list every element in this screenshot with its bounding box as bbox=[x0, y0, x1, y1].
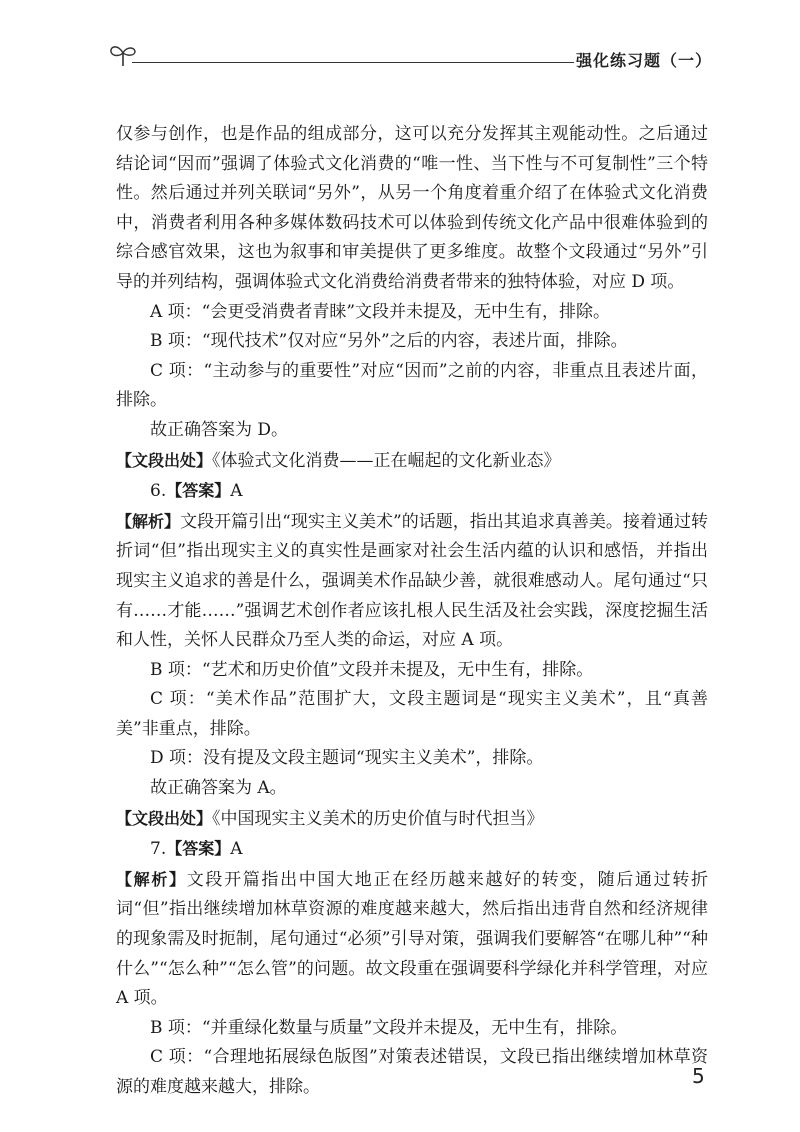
page-content bbox=[116, 120, 708, 1103]
question-number: 6. bbox=[150, 481, 167, 502]
paragraph-text: B 项：“艺术和历史价值”文段并未提及，无中生有，排除。 bbox=[150, 659, 594, 680]
paragraph bbox=[116, 120, 708, 298]
paragraph-text: C 项：“主动参与的重要性”对应“因而”之前的内容，非重点且表述片面，排除。 bbox=[116, 360, 708, 411]
paragraph-text: B 项：“现代技术”仅对应“另外”之后的内容，表述片面，排除。 bbox=[150, 331, 628, 352]
section-label: 【答案】 bbox=[166, 481, 231, 501]
paragraph-text: A bbox=[230, 839, 243, 860]
paragraph bbox=[116, 656, 708, 686]
paragraph bbox=[116, 744, 708, 774]
section-label: 【文段出处】 bbox=[116, 808, 213, 828]
paragraph bbox=[116, 804, 708, 835]
paragraph-text: 《中国现实主义美术的历史价值与时代担当》 bbox=[212, 808, 544, 829]
paragraph bbox=[116, 327, 708, 357]
paragraph bbox=[116, 865, 708, 1014]
paragraph-text: A 项：“会更受消费者青睐”文段并未提及，无中生有，排除。 bbox=[150, 301, 611, 322]
paragraph-text: 仅参与创作，也是作品的组成部分，这可以充分发挥其主观能动性。之后通过结论词“因而”强调了体验式文化消费的“唯一性、当下性与不可复制性”三个特性。然后通过并列关联词“另外”，从另一个角度着重介绍了在体验式文化消费中，消费者利用各种多媒体数码技术可以体验到传统文化产品中很难体验到的综合感官效果，这也为叙事和审美提供了更多维度。故整个文段通过“另外”引导的并列结构，强调体验式文化消费给消费者带来的独特体验，对应 D 项。 bbox=[116, 124, 708, 292]
page-header bbox=[108, 40, 712, 76]
question-number: 7. bbox=[150, 839, 167, 860]
paragraph bbox=[116, 1014, 708, 1044]
page-number: 5 bbox=[692, 1064, 705, 1088]
paragraph-text: C 项：“美术作品”范围扩大，文段主题词是“现实主义美术”，且“真善美”非重点，排除。 bbox=[116, 689, 708, 739]
paragraph-text: B 项：“并重绿化数量与质量”文段并未提及，无中生有，排除。 bbox=[150, 1017, 628, 1038]
paragraph-text: C 项：“合理地拓展绿色版图”对策表述错误，文段已指出继续增加林草资源的难度越来越大，排除。 bbox=[116, 1047, 708, 1097]
paragraph-text: 故正确答案为 A。 bbox=[150, 778, 287, 799]
paragraph-text: 文段开篇指出中国大地正在经历越来越好的转变，随后通过转折词“但”指出继续增加林草资源的难度越来越大，然后指出违背自然和经济规律的现象需及时扼制，尾句通过“必须”引导对策，强调我们要解答“在哪儿种”“种什么”“怎么种”“怎么管”的问题。故文段重在强调要科学绿化并科学管理，对应 A 项。 bbox=[116, 869, 708, 1009]
paragraph-text: 故正确答案为 D。 bbox=[150, 419, 289, 440]
header-rule bbox=[132, 62, 574, 63]
sprout-icon bbox=[108, 40, 138, 70]
paragraph bbox=[116, 507, 708, 656]
paragraph bbox=[116, 416, 708, 446]
header-title: 强化练习题（一） bbox=[575, 51, 712, 70]
paragraph bbox=[116, 834, 708, 865]
paragraph bbox=[116, 1043, 708, 1102]
paragraph-text: 文段开篇引出“现实主义美术”的话题，指出其追求真善美。接着通过转折词“但”指出现实主义的真实性是画家对社会生活内蕴的认识和感悟，并指出现实主义追求的善是什么，强调美术作品缺少善，就很难感动人。尾句通过“只有……才能……”强调艺术创作者应该扎根人民生活及社会实践，深度挖掘生活和人性，关怀人民群众乃至人类的命运，对应 A 项。 bbox=[116, 511, 708, 651]
section-label: 【解析】 bbox=[116, 511, 181, 531]
paragraph bbox=[116, 476, 708, 507]
paragraph bbox=[116, 357, 708, 416]
section-label: 【答案】 bbox=[166, 839, 231, 859]
paragraph bbox=[116, 685, 708, 744]
paragraph-text: D 项：没有提及文段主题词“现实主义美术”，排除。 bbox=[150, 748, 544, 769]
section-label: 【文段出处】 bbox=[116, 450, 213, 470]
section-label: 【解析】 bbox=[116, 869, 187, 889]
paragraph-text: A bbox=[230, 481, 243, 502]
paragraph bbox=[116, 774, 708, 804]
paragraph-text: 《体验式文化消费——正在崛起的文化新业态》 bbox=[212, 450, 561, 471]
paragraph bbox=[116, 298, 708, 328]
paragraph bbox=[116, 446, 708, 477]
